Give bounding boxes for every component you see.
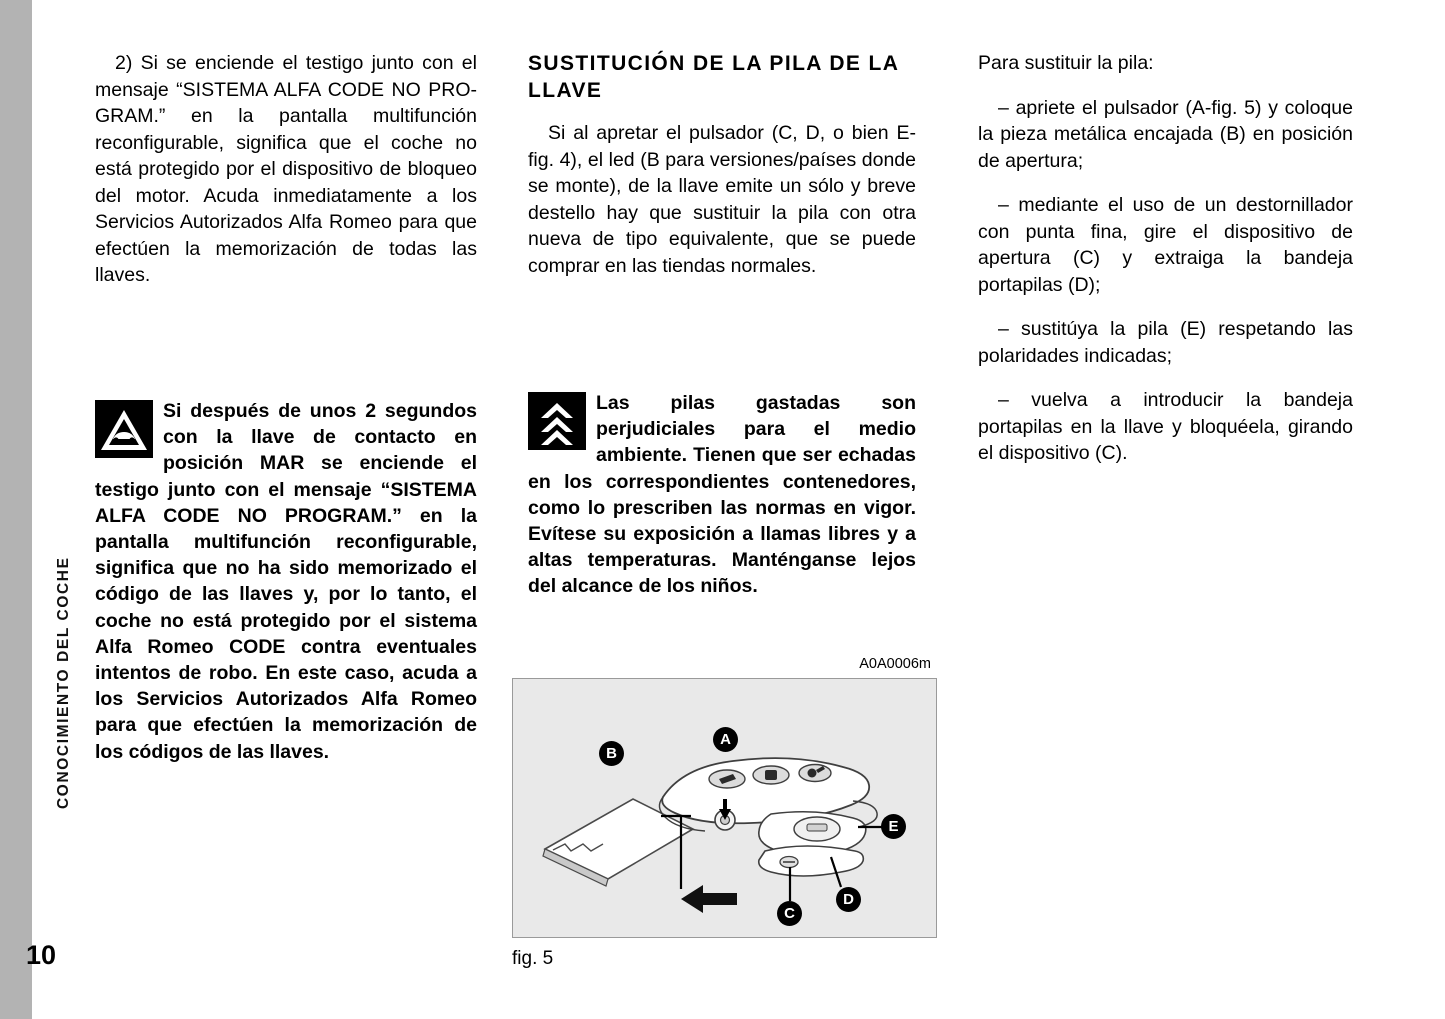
col3-item-2: – mediante el uso de un destornillador con punta fina, gire el dispositivo de apertura (C) y extraiga la bandeja portapilas (D); xyxy=(978,194,1353,296)
figure-callout-e: E xyxy=(881,814,906,839)
recycle-chevrons-icon xyxy=(528,392,586,450)
column-three xyxy=(978,50,1353,485)
warning-block-alfa-code xyxy=(95,398,477,765)
col3-item-3: – sustitúya la pila (E) respetando las polaridades indicadas; xyxy=(978,318,1353,367)
column-one xyxy=(95,50,477,307)
col3-intro: Para sustituir la pila: xyxy=(978,52,1154,74)
col3-item-4: – vuelva a introducir la bandeja portapilas en la llave y bloquéela, girando el dispositivo (C). xyxy=(978,389,1353,464)
figure-callout-b: B xyxy=(599,741,624,766)
col3-item-1: – apriete el pulsador (A-fig. 5) y coloque la pieza metálica encajada (B) en posición de apertura; xyxy=(978,96,1353,172)
warning-triangle-car-icon xyxy=(95,400,153,458)
warning-text-batteries: Las pilas gastadas son perjudiciales para el medio ambiente. Tienen que ser echadas en los correspondientes contenedores, como lo prescriben las normas en vigor. Evítese su exposición a llamas libres y a altas temperaturas. Manténganse lejos del alcance de los niños. xyxy=(528,392,916,598)
chapter-title: CONOCIMIENTO DEL COCHE xyxy=(55,556,72,809)
warning-text-alfa-code: Si después de unos 2 segundos con la llave de contacto en posición MAR se enciende el testigo junto con el mensaje “SISTEMA ALFA CODE NO PROGRAM.” en la pantalla multifunción reconfigurable, significa que no ha sido memorizado el código de las llaves y, por lo tanto, el coche no está protegido por el sistema Alfa Romeo CODE contra eventuales intentos de robo. En este caso, acuda a los Servicios Autorizados Alfa Romeo para que efectúen la memorización de los códigos de las llaves. xyxy=(95,400,477,763)
figure-key-battery xyxy=(512,656,935,970)
page-edge-band xyxy=(0,0,32,1019)
figure-callout-d: D xyxy=(836,887,861,912)
page-number: 10 xyxy=(26,940,57,970)
figure-image xyxy=(512,678,937,938)
chapter-tab xyxy=(32,0,84,1019)
column-two xyxy=(528,50,916,297)
figure-caption: fig. 5 xyxy=(512,948,554,969)
warning-block-batteries xyxy=(528,390,916,600)
figure-callout-a: A xyxy=(713,727,738,752)
col2-paragraph: Si al apretar el pulsador (C, D, o bien E-fig. 4), el led (B para versiones/países donde se monte), de la llave emite un sólo y breve destello hay que sustituir la pila con otra nueva de tipo equivalente, que se puede comprar en las tiendas normales. xyxy=(528,122,916,277)
section-title: SUSTITUCIÓN DE LA PILA DE LA LLAVE xyxy=(528,52,899,102)
col1-paragraph: 2) Si se enciende el testigo junto con el mensaje “SISTEMA ALFA CODE NO PRO-GRAM.” en la pantalla multifunción reconfigurable, significa que el coche no está protegido por el dispositivo de bloqueo del motor. Acuda inmediatamente a los Servicios Autorizados Alfa Romeo para que efectúen la memorización de todas las llaves. xyxy=(95,52,477,286)
figure-callout-c: C xyxy=(777,901,802,926)
figure-code: A0A0006m xyxy=(859,656,931,672)
